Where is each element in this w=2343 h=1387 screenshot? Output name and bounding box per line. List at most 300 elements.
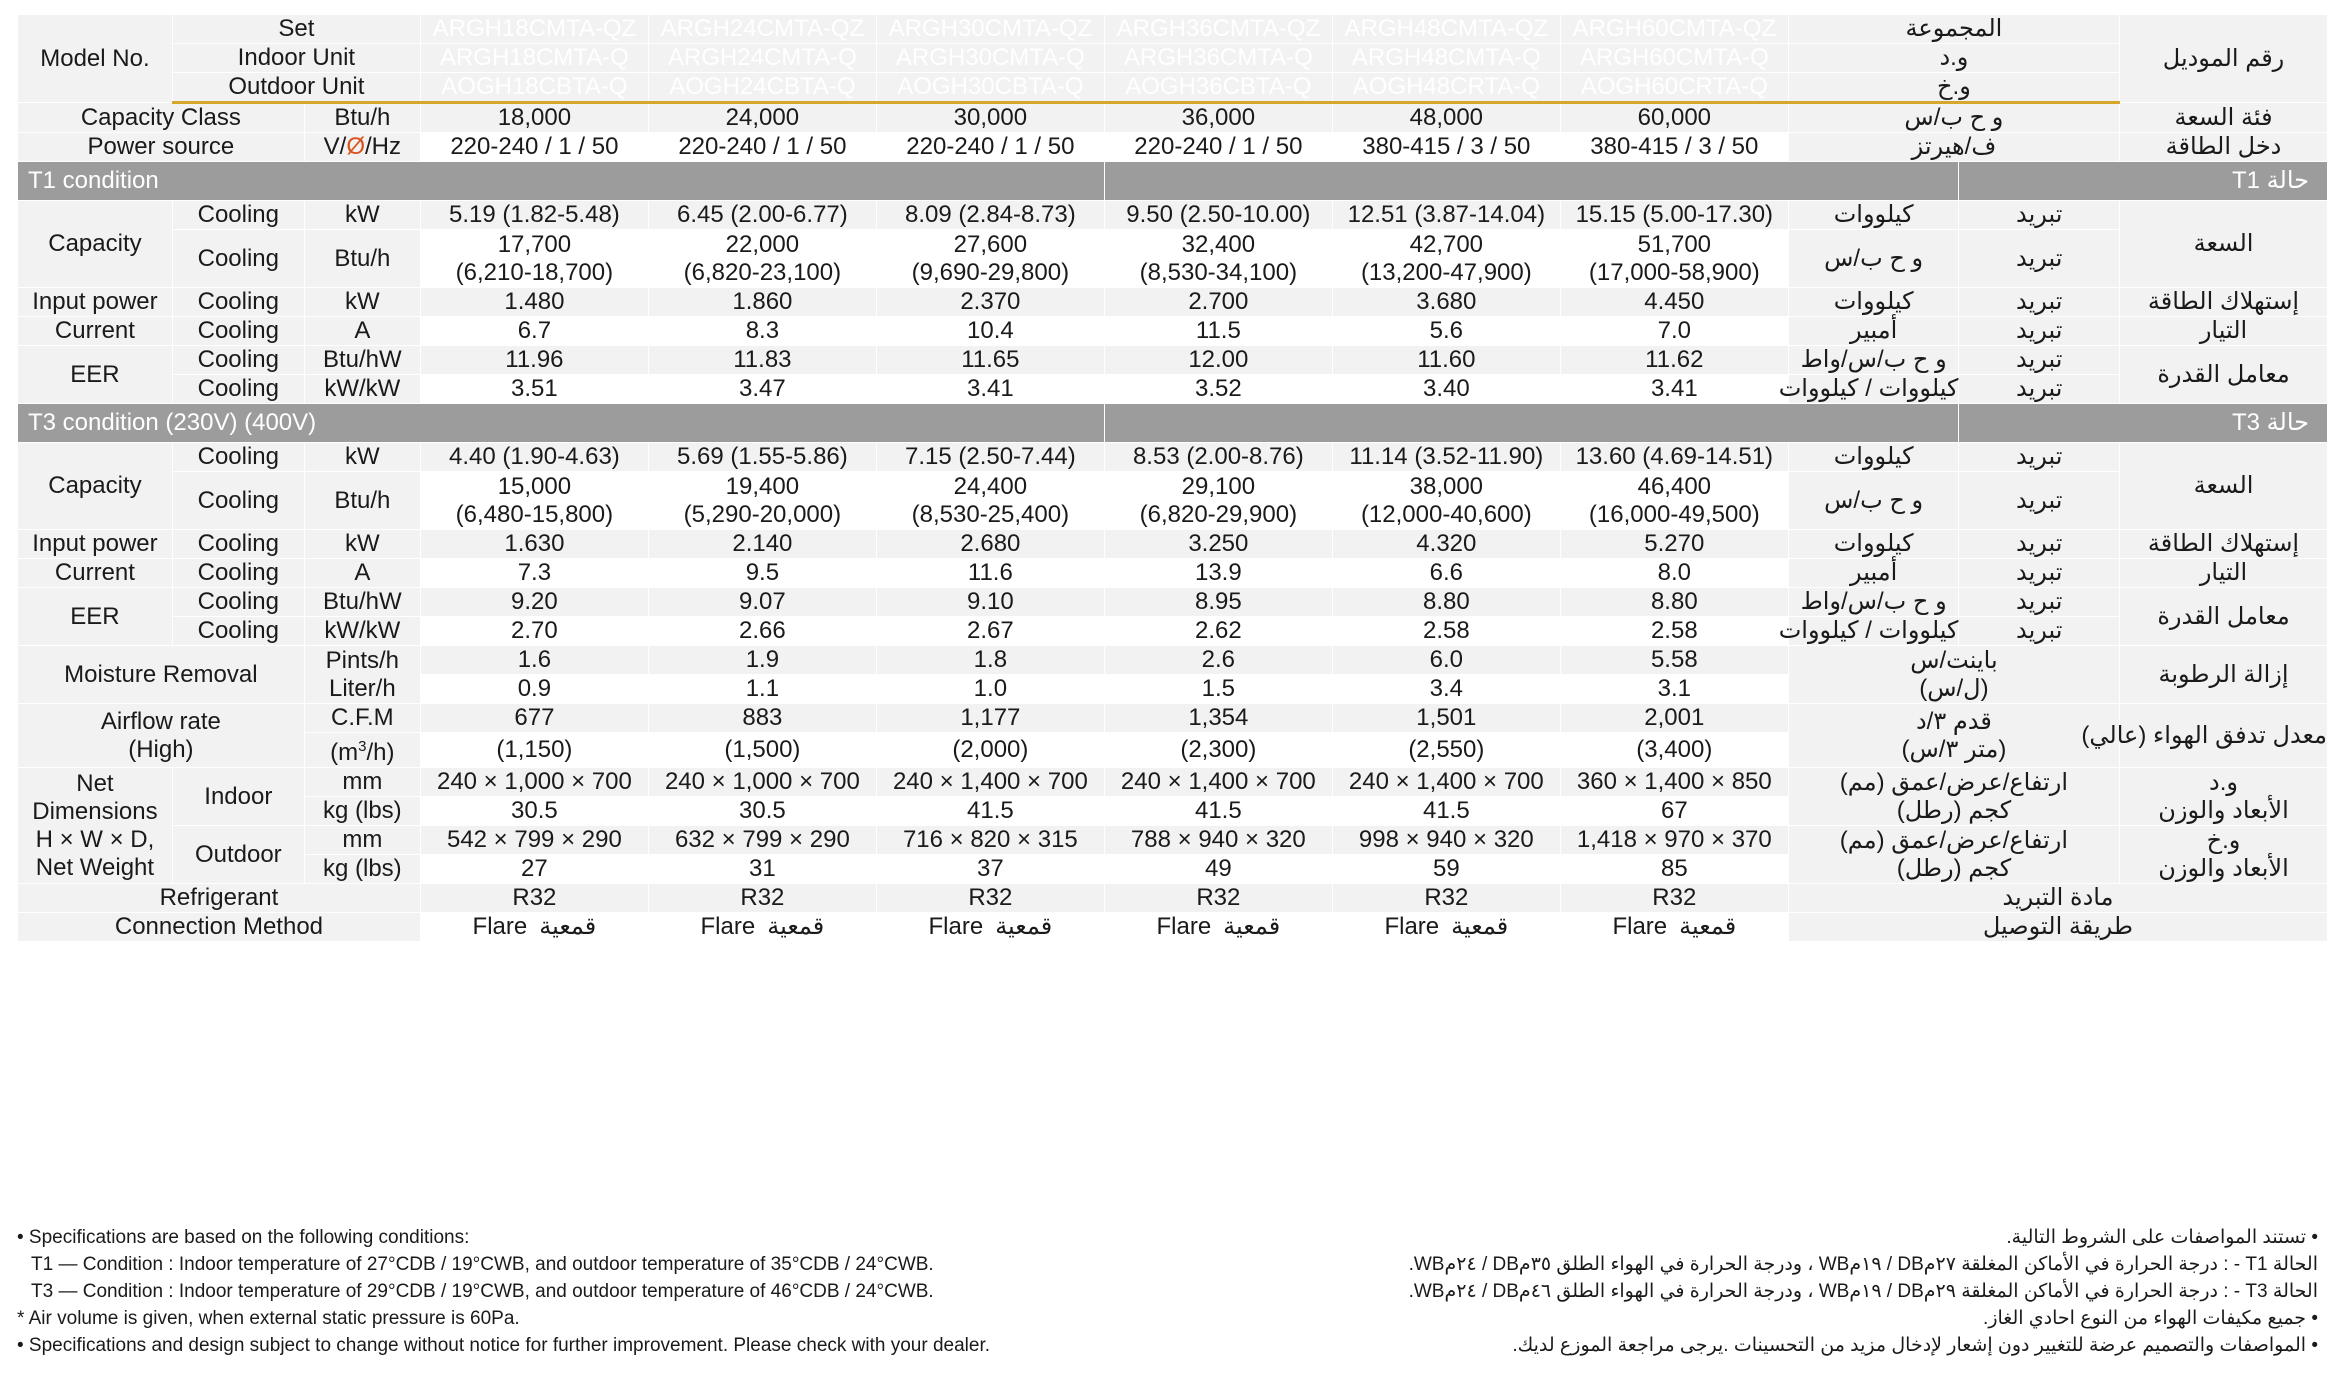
- power-source-label: Power source: [18, 133, 305, 162]
- value-cell: 67: [1560, 797, 1788, 826]
- header-row-set: [18, 15, 2328, 44]
- value-cell: 24,000: [648, 103, 876, 133]
- value-cell: 240 × 1,400 × 700: [1332, 768, 1560, 797]
- value-cell: 3.40: [1332, 375, 1560, 404]
- mode-label-ar: تبريد: [1959, 201, 2120, 230]
- footnote-line: • Specifications and design subject to change without notice for further improvement. Please check with your dealer.: [17, 1335, 991, 1356]
- value-cell: 542 × 799 × 290: [420, 826, 648, 855]
- value-cell: 6.6: [1332, 559, 1560, 588]
- unit-label-ar: كيلووات: [1788, 201, 1959, 230]
- value-cell: 49: [1104, 855, 1332, 884]
- input-power-label: Input power: [18, 530, 173, 559]
- model-cell: ARGH36CMTA-Q: [1104, 44, 1332, 73]
- capacity-class-label: Capacity Class: [18, 103, 305, 133]
- model-cell: ARGH24CMTA-Q: [648, 44, 876, 73]
- mode-label-ar: تبريد: [1959, 317, 2120, 346]
- spec-sheet: [17, 14, 2328, 942]
- value-cell: 24,400 (8,530-25,400): [876, 472, 1104, 530]
- eer-label-ar: معامل القدرة: [2120, 346, 2328, 404]
- value-cell: 60,000: [1560, 103, 1788, 133]
- unit-label-ar: و ح ب/س: [1788, 230, 1959, 288]
- eer-label: EER: [18, 346, 173, 404]
- mode-label: Cooling: [172, 617, 304, 646]
- unit-label-ar: ارتفاع/عرض/عمق (مم) كجم (رطل): [1788, 768, 2119, 826]
- value-cell: 240 × 1,000 × 700: [648, 768, 876, 797]
- value-cell: 4.320: [1332, 530, 1560, 559]
- value-cell: 11.62: [1560, 346, 1788, 375]
- value-cell: Flare قمعية: [1560, 913, 1788, 942]
- t1-capacity-kw-row: [18, 201, 2328, 230]
- value-cell: 8.80: [1332, 588, 1560, 617]
- value-cell: 0.9: [420, 675, 648, 704]
- value-cell: 15.15 (5.00-17.30): [1560, 201, 1788, 230]
- value-cell: 11.6: [876, 559, 1104, 588]
- value-cell: (1,150): [420, 733, 648, 768]
- value-cell: 9.5: [648, 559, 876, 588]
- value-cell: 27: [420, 855, 648, 884]
- footnote-line: T1 — Condition : Indoor temperature of 27°CDB / 19°CWB, and outdoor temperature of 35°CDB / 24°CWB.: [31, 1254, 934, 1275]
- value-cell: (2,300): [1104, 733, 1332, 768]
- value-cell: 11.83: [648, 346, 876, 375]
- value-cell: 677: [420, 704, 648, 733]
- value-cell: 8.80: [1560, 588, 1788, 617]
- value-cell: 5.19 (1.82-5.48): [420, 201, 648, 230]
- set-label: Set: [172, 15, 420, 44]
- unit-label: kg (lbs): [304, 797, 420, 826]
- unit-label: A: [304, 559, 420, 588]
- moisture-label: Moisture Removal: [18, 646, 305, 704]
- value-cell: 6.45 (2.00-6.77): [648, 201, 876, 230]
- value-cell: Flare قمعية: [876, 913, 1104, 942]
- indoor-unit-label-ar: و.د: [1788, 44, 2119, 73]
- unit-label-ar: و ح ب/س: [1788, 472, 1959, 530]
- unit-label: mm: [304, 768, 420, 797]
- value-cell: 37: [876, 855, 1104, 884]
- t1-section-title-ar: حالة T1: [1959, 162, 2328, 201]
- unit-label: kW/kW: [304, 617, 420, 646]
- t3-capacity-btu-row: [18, 472, 2328, 530]
- value-cell: 220-240 / 1 / 50: [876, 133, 1104, 162]
- outdoor-unit-label: Outdoor Unit: [172, 73, 420, 103]
- t3-section-title-ar: حالة T3: [1959, 404, 2328, 443]
- mode-label: Cooling: [172, 588, 304, 617]
- t3-eer-btu-row: [18, 588, 2328, 617]
- value-cell: 8.3: [648, 317, 876, 346]
- value-cell: 11.60: [1332, 346, 1560, 375]
- footnote-line: * Air volume is given, when external static pressure is 60Pa.: [17, 1308, 520, 1329]
- value-cell: 42,700 (13,200-47,900): [1332, 230, 1560, 288]
- value-cell: R32: [1104, 884, 1332, 913]
- value-cell: 38,000 (12,000-40,600): [1332, 472, 1560, 530]
- value-cell: 30.5: [648, 797, 876, 826]
- value-cell: 2.58: [1560, 617, 1788, 646]
- value-cell: 13.60 (4.69-14.51): [1560, 443, 1788, 472]
- header-row-outdoor: [18, 73, 2328, 103]
- value-cell: 41.5: [1104, 797, 1332, 826]
- mode-label-ar: تبريد: [1959, 472, 2120, 530]
- t1-capacity-btu-row: [18, 230, 2328, 288]
- value-cell: 9.07: [648, 588, 876, 617]
- value-cell: 716 × 820 × 315: [876, 826, 1104, 855]
- footnote-line-ar: الحالة T3 - : درجة الحرارة في الأماكن المغلقة ٢٩مDB / ١٩مWB ، ودرجة الحرارة في الهواء الطلق ٤٦مDB / ٢٤مWB.: [1408, 1281, 2318, 1302]
- value-cell: 2.6: [1104, 646, 1332, 675]
- unit-label-ar: و ح ب/س: [1788, 103, 2119, 133]
- unit-label: kW: [304, 201, 420, 230]
- value-cell: 1.5: [1104, 675, 1332, 704]
- model-cell: AOGH24CBTA-Q: [648, 73, 876, 103]
- model-cell: AOGH60CRTA-Q: [1560, 73, 1788, 103]
- unit-label: Btu/h: [304, 230, 420, 288]
- unit-label: Btu/hW: [304, 346, 420, 375]
- current-label: Current: [18, 559, 173, 588]
- mode-label: Cooling: [172, 530, 304, 559]
- model-cell: ARGH48CMTA-Q: [1332, 44, 1560, 73]
- unit-label-ar: و ح ب/س/واط: [1788, 346, 1959, 375]
- mode-label: Cooling: [172, 559, 304, 588]
- value-cell: 220-240 / 1 / 50: [420, 133, 648, 162]
- value-cell: 12.00: [1104, 346, 1332, 375]
- mode-label-ar: تبريد: [1959, 559, 2120, 588]
- value-cell: 1.0: [876, 675, 1104, 704]
- unit-label-ar: و ح ب/س/واط: [1788, 588, 1959, 617]
- unit-label-ar: كيلووات / كيلووات: [1778, 617, 1959, 644]
- mode-label: Cooling: [172, 346, 304, 375]
- model-cell: AOGH18CBTA-Q: [420, 73, 648, 103]
- model-cell: ARGH36CMTA-QZ: [1104, 15, 1332, 44]
- value-cell: 11.14 (3.52-11.90): [1332, 443, 1560, 472]
- power-source-label-ar: دخل الطاقة: [2120, 133, 2328, 162]
- value-cell: R32: [876, 884, 1104, 913]
- spec-table: [17, 14, 2328, 942]
- value-cell: 1.630: [420, 530, 648, 559]
- value-cell: 1.6: [420, 646, 648, 675]
- value-cell: 5.6: [1332, 317, 1560, 346]
- value-cell: R32: [1560, 884, 1788, 913]
- value-cell: (1,500): [648, 733, 876, 768]
- capacity-class-row: [18, 103, 2328, 133]
- eer-label-ar: معامل القدرة: [2120, 588, 2328, 646]
- moisture-pints-row: [18, 646, 2328, 675]
- value-cell: 240 × 1,000 × 700: [420, 768, 648, 797]
- capacity-label-ar: السعة: [2120, 201, 2328, 288]
- value-cell: 2.700: [1104, 288, 1332, 317]
- footnote-line-ar: • تستند المواصفات على الشروط التالية.: [2006, 1227, 2318, 1248]
- unit-label: Btu/hW: [304, 588, 420, 617]
- mode-label-ar: تبريد: [1959, 288, 2120, 317]
- t3-input-power-row: [18, 530, 2328, 559]
- value-cell: 380-415 / 3 / 50: [1560, 133, 1788, 162]
- value-cell: Flare قمعية: [648, 913, 876, 942]
- value-cell: 380-415 / 3 / 50: [1332, 133, 1560, 162]
- connection-label-ar: طريقة التوصيل: [1788, 913, 2327, 942]
- value-cell: 32,400 (8,530-34,100): [1104, 230, 1332, 288]
- dimensions-label: Net Dimensions H × W × D, Net Weight: [18, 768, 173, 884]
- mode-label-ar: تبريد: [1959, 346, 2120, 375]
- value-cell: 8.53 (2.00-8.76): [1104, 443, 1332, 472]
- value-cell: 2,001: [1560, 704, 1788, 733]
- input-power-label-ar: إستهلاك الطاقة: [2120, 530, 2328, 559]
- value-cell: 6.7: [420, 317, 648, 346]
- mode-label: Cooling: [172, 375, 304, 404]
- value-cell: R32: [1332, 884, 1560, 913]
- value-cell: 17,700 (6,210-18,700): [420, 230, 648, 288]
- value-cell: 5.58: [1560, 646, 1788, 675]
- unit-label: kW: [304, 288, 420, 317]
- model-cell: ARGH60CMTA-QZ: [1560, 15, 1788, 44]
- value-cell: 30,000: [876, 103, 1104, 133]
- unit-label: kg (lbs): [304, 855, 420, 884]
- value-cell: 2.66: [648, 617, 876, 646]
- unit-label-ar: ارتفاع/عرض/عمق (مم) كجم (رطل): [1788, 826, 2119, 884]
- model-cell: AOGH48CRTA-Q: [1332, 73, 1560, 103]
- unit-label: V/Ø/Hz: [304, 133, 420, 162]
- indoor-label: Indoor: [172, 768, 304, 826]
- unit-label-ar: أمبير: [1788, 559, 1959, 588]
- unit-label: Btu/h: [304, 103, 420, 133]
- footnotes-ar: [1409, 1224, 2318, 1359]
- set-label-ar: المجموعة: [1788, 15, 2119, 44]
- t3-eer-kw-row: [18, 617, 2328, 646]
- capacity-class-label-ar: فئة السعة: [2120, 103, 2328, 133]
- input-power-label: Input power: [18, 288, 173, 317]
- capacity-label-ar: السعة: [2120, 443, 2328, 530]
- unit-label: Btu/h: [304, 472, 420, 530]
- value-cell: 13.9: [1104, 559, 1332, 588]
- unit-label: C.F.M: [304, 704, 420, 733]
- value-cell: 9.10: [876, 588, 1104, 617]
- footnote-line-ar: الحالة T1 - : درجة الحرارة في الأماكن المغلقة ٢٧مDB / ١٩مWB ، ودرجة الحرارة في الهواء الطلق ٣٥مDB / ٢٤مWB.: [1408, 1254, 2318, 1275]
- value-cell: 5.270: [1560, 530, 1788, 559]
- t3-capacity-kw-row: [18, 443, 2328, 472]
- unit-label: A: [304, 317, 420, 346]
- airflow-cfm-row: [18, 704, 2328, 733]
- model-cell: ARGH60CMTA-Q: [1560, 44, 1788, 73]
- value-cell: 1.480: [420, 288, 648, 317]
- value-cell: 3.51: [420, 375, 648, 404]
- value-cell: 1,418 × 970 × 370: [1560, 826, 1788, 855]
- value-cell: 7.15 (2.50-7.44): [876, 443, 1104, 472]
- value-cell: 3.1: [1560, 675, 1788, 704]
- t1-eer-kw-row: [18, 375, 2328, 404]
- current-label-ar: التيار: [2120, 317, 2328, 346]
- value-cell: 883: [648, 704, 876, 733]
- t1-section-row: [18, 162, 2328, 201]
- value-cell: 12.51 (3.87-14.04): [1332, 201, 1560, 230]
- value-cell: 29,100 (6,820-29,900): [1104, 472, 1332, 530]
- mode-label: Cooling: [172, 443, 304, 472]
- mode-label: Cooling: [172, 317, 304, 346]
- value-cell: 7.0: [1560, 317, 1788, 346]
- indoor-unit-label: Indoor Unit: [172, 44, 420, 73]
- t1-eer-btu-row: [18, 346, 2328, 375]
- footnote-line-ar: • المواصفات والتصميم عرضة للتغيير دون إشعار لإدخال مزيد من التحسينات .يرجى مراجعة الموزع لديك.: [1512, 1335, 2318, 1356]
- value-cell: 9.50 (2.50-10.00): [1104, 201, 1332, 230]
- model-cell: ARGH18CMTA-QZ: [420, 15, 648, 44]
- mode-label-ar: تبريد: [1959, 588, 2120, 617]
- model-no-label-ar: رقم الموديل: [2120, 15, 2328, 103]
- value-cell: 2.680: [876, 530, 1104, 559]
- mode-label-ar: تبريد: [1959, 375, 2120, 404]
- value-cell: 2.70: [420, 617, 648, 646]
- mode-label-ar: تبريد: [1959, 443, 2120, 472]
- model-cell: ARGH18CMTA-Q: [420, 44, 648, 73]
- value-cell: 3.47: [648, 375, 876, 404]
- unit-label-ar: أمبير: [1788, 317, 1959, 346]
- outdoor-unit-label-ar: و.خ: [1788, 73, 2119, 103]
- mode-label-ar: تبريد: [1959, 230, 2120, 288]
- unit-label: kW: [304, 530, 420, 559]
- value-cell: 1.1: [648, 675, 876, 704]
- mode-label: Cooling: [172, 201, 304, 230]
- unit-label-ar: كيلووات: [1788, 443, 1959, 472]
- unit-label-ar: كيلووات: [1788, 530, 1959, 559]
- unit-label-ar: باينت/س (ل/س): [1788, 646, 2119, 704]
- mode-label: Cooling: [172, 472, 304, 530]
- model-cell: AOGH36CBTA-Q: [1104, 73, 1332, 103]
- mode-label-ar: تبريد: [1959, 617, 2120, 646]
- value-cell: 8.0: [1560, 559, 1788, 588]
- unit-label: kW/kW: [304, 375, 420, 404]
- value-cell: 998 × 940 × 320: [1332, 826, 1560, 855]
- capacity-label: Capacity: [18, 443, 173, 530]
- unit-label-ar: قدم ٣/د (متر ٣/س): [1788, 704, 2119, 768]
- power-source-row: [18, 133, 2328, 162]
- unit-label: $(m^3/h)$: [304, 733, 420, 768]
- value-cell: 7.3: [420, 559, 648, 588]
- value-cell: 1.9: [648, 646, 876, 675]
- connection-row: [18, 913, 2328, 942]
- value-cell: 1,177: [876, 704, 1104, 733]
- value-cell: 3.52: [1104, 375, 1332, 404]
- value-cell: 8.09 (2.84-8.73): [876, 201, 1104, 230]
- value-cell: 3.41: [1560, 375, 1788, 404]
- current-label-ar: التيار: [2120, 559, 2328, 588]
- indoor-dims-label-ar: و.د الأبعاد والوزن: [2120, 768, 2328, 826]
- value-cell: 85: [1560, 855, 1788, 884]
- refrigerant-label: Refrigerant: [18, 884, 421, 913]
- t3-section-row: [18, 404, 2328, 443]
- value-cell: 48,000: [1332, 103, 1560, 133]
- unit-label-ar: كيلووات / كيلووات: [1778, 375, 1959, 402]
- indoor-dims-row: [18, 768, 2328, 797]
- value-cell: 2.58: [1332, 617, 1560, 646]
- value-cell: Flare قمعية: [1104, 913, 1332, 942]
- footnotes-en: [17, 1224, 990, 1359]
- value-cell: 11.65: [876, 346, 1104, 375]
- value-cell: 2.140: [648, 530, 876, 559]
- value-cell: R32: [648, 884, 876, 913]
- t3-section-title: T3 condition (230V) (400V): [18, 404, 1105, 443]
- t1-section-title: T1 condition: [18, 162, 1105, 201]
- value-cell: 15,000 (6,480-15,800): [420, 472, 648, 530]
- unit-label: Pints/h Liter/h: [304, 646, 420, 704]
- header-row-indoor: [18, 44, 2328, 73]
- model-cell: ARGH30CMTA-QZ: [876, 15, 1104, 44]
- model-cell: ARGH30CMTA-Q: [876, 44, 1104, 73]
- value-cell: 46,400 (16,000-49,500): [1560, 472, 1788, 530]
- mode-label-ar: تبريد: [1959, 530, 2120, 559]
- footnote-line: T3 — Condition : Indoor temperature of 29°CDB / 19°CWB, and outdoor temperature of 46°CDB / 24°CWB.: [31, 1281, 934, 1302]
- value-cell: 788 × 940 × 320: [1104, 826, 1332, 855]
- value-cell: (2,000): [876, 733, 1104, 768]
- footnotes: [17, 1224, 2328, 1374]
- value-cell: 632 × 799 × 290: [648, 826, 876, 855]
- value-cell: 51,700 (17,000-58,900): [1560, 230, 1788, 288]
- unit-label-ar: كيلووات: [1788, 288, 1959, 317]
- airflow-label: Airflow rate (High): [18, 704, 305, 768]
- value-cell: 1,354: [1104, 704, 1332, 733]
- model-cell: ARGH24CMTA-QZ: [648, 15, 876, 44]
- value-cell: 240 × 1,400 × 700: [1104, 768, 1332, 797]
- outdoor-label: Outdoor: [172, 826, 304, 884]
- value-cell: (3,400): [1560, 733, 1788, 768]
- current-label: Current: [18, 317, 173, 346]
- value-cell: 1.8: [876, 646, 1104, 675]
- value-cell: 41.5: [1332, 797, 1560, 826]
- value-cell: 1.860: [648, 288, 876, 317]
- value-cell: 2.62: [1104, 617, 1332, 646]
- value-cell: 22,000 (6,820-23,100): [648, 230, 876, 288]
- value-cell: 4.40 (1.90-4.63): [420, 443, 648, 472]
- eer-label: EER: [18, 588, 173, 646]
- value-cell: 2.370: [876, 288, 1104, 317]
- input-power-label-ar: إستهلاك الطاقة: [2120, 288, 2328, 317]
- model-cell: AOGH30CBTA-Q: [876, 73, 1104, 103]
- value-cell: 220-240 / 1 / 50: [648, 133, 876, 162]
- unit-label-ar: ف/هيرتز: [1788, 133, 2119, 162]
- value-cell: 36,000: [1104, 103, 1332, 133]
- value-cell: Flare قمعية: [1332, 913, 1560, 942]
- value-cell: 8.95: [1104, 588, 1332, 617]
- t3-current-row: [18, 559, 2328, 588]
- mode-label: Cooling: [172, 288, 304, 317]
- value-cell: R32: [420, 884, 648, 913]
- value-cell: 6.0: [1332, 646, 1560, 675]
- airflow-label-ar: معدل تدفق الهواء (عالي): [2120, 704, 2328, 768]
- value-cell: 27,600 (9,690-29,800): [876, 230, 1104, 288]
- value-cell: 1,501: [1332, 704, 1560, 733]
- outdoor-dims-label-ar: و.خ الأبعاد والوزن: [2120, 826, 2328, 884]
- t1-current-row: [18, 317, 2328, 346]
- unit-label: mm: [304, 826, 420, 855]
- outdoor-dims-row: [18, 826, 2328, 855]
- model-cell: ARGH48CMTA-QZ: [1332, 15, 1560, 44]
- value-cell: 220-240 / 1 / 50: [1104, 133, 1332, 162]
- value-cell: 9.20: [420, 588, 648, 617]
- value-cell: 240 × 1,400 × 700: [876, 768, 1104, 797]
- refrigerant-row: [18, 884, 2328, 913]
- connection-label: Connection Method: [18, 913, 421, 942]
- value-cell: 18,000: [420, 103, 648, 133]
- value-cell: 3.250: [1104, 530, 1332, 559]
- value-cell: 30.5: [420, 797, 648, 826]
- model-no-label: Model No.: [18, 15, 173, 103]
- footnote-line-ar: • جميع مكيفات الهواء من النوع احادي الغاز.: [1983, 1308, 2318, 1329]
- value-cell: 59: [1332, 855, 1560, 884]
- value-cell: 41.5: [876, 797, 1104, 826]
- mode-label: Cooling: [172, 230, 304, 288]
- value-cell: 4.450: [1560, 288, 1788, 317]
- value-cell: 3.680: [1332, 288, 1560, 317]
- value-cell: 10.4: [876, 317, 1104, 346]
- t1-input-power-row: [18, 288, 2328, 317]
- moisture-label-ar: إزالة الرطوبة: [2120, 646, 2328, 704]
- refrigerant-label-ar: مادة التبريد: [1788, 884, 2327, 913]
- unit-label: kW: [304, 443, 420, 472]
- value-cell: 2.67: [876, 617, 1104, 646]
- capacity-label: Capacity: [18, 201, 173, 288]
- value-cell: 11.96: [420, 346, 648, 375]
